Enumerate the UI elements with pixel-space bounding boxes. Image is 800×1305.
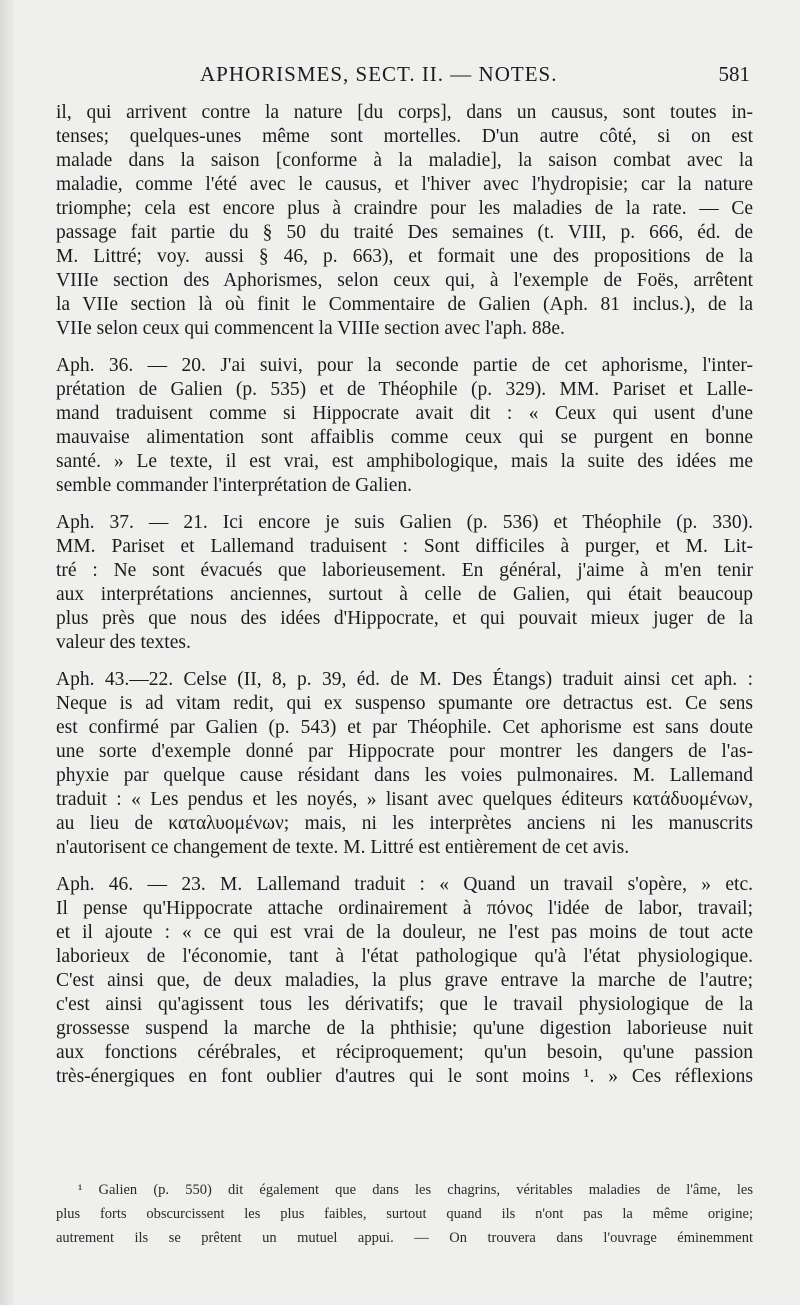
text-line: aux fonctions cérébrales, et réciproquement; qu'un besoin, qu'une passion: [56, 1042, 753, 1063]
text-line: triomphe; cela est encore plus à craindre pour les maladies de la rate. — Ce: [56, 198, 753, 219]
paragraph: [56, 511, 753, 655]
paragraph: [56, 668, 753, 860]
text-line: phyxie par quelque cause résidant dans les voies pulmonaires. M. Lallemand: [56, 765, 753, 786]
text-line: Aph. 46. — 23. M. Lallemand traduit : « Quand un travail s'opère, » etc.: [56, 874, 753, 895]
running-head: APHORISMES, SECT. II. — NOTES.: [200, 62, 558, 86]
page-header: [0, 62, 800, 92]
paragraph: [56, 354, 753, 498]
text-line: grossesse suspend la marche de la phthisie; qu'une digestion laborieuse nuit: [56, 1018, 753, 1039]
text-line: une sorte d'exemple donné par Hippocrate pour montrer les dangers de l'as-: [56, 741, 753, 762]
text-line: maladie, comme l'été avec le causus, et l'hiver avec l'hydropisie; car la nature: [56, 174, 753, 195]
footnote-line: autrement ils se prêtent un mutuel appui. — On trouvera dans l'ouvrage éminemment: [56, 1230, 753, 1246]
text-line: C'est ainsi que, de deux maladies, la plus grave entrave la marche de l'autre;: [56, 970, 753, 991]
text-line: Aph. 36. — 20. J'ai suivi, pour la seconde partie de cet aphorisme, l'inter-: [56, 355, 753, 376]
text-line: passage fait partie du § 50 du traité Des semaines (t. VIII, p. 666, éd. de: [56, 222, 753, 243]
page-number: 581: [718, 62, 750, 86]
text-line: tenses; quelques-unes même sont mortelles. D'un autre côté, si on est: [56, 126, 753, 147]
text-line: Il pense qu'Hippocrate attache ordinairement à πόνος l'idée de labor, travail;: [56, 898, 753, 919]
text-line: prétation de Galien (p. 535) et de Théophile (p. 329). MM. Pariset et Lalle-: [56, 379, 753, 400]
paragraph: [56, 873, 753, 1089]
text-line: VIIe selon ceux qui commencent la VIIIe section avec l'aph. 88e.: [56, 318, 565, 339]
footnote-line: plus forts obscurcissent les plus faibles, surtout quand ils n'ont pas la même origine;: [56, 1206, 753, 1222]
footnotes: [56, 1178, 753, 1250]
text-line: n'autorisent ce changement de texte. M. Littré est entièrement de cet avis.: [56, 837, 630, 858]
page-edge: [0, 0, 14, 1305]
text-line: mauvaise alimentation sont affaiblis comme ceux qui se purgent en bonne: [56, 427, 753, 448]
text-line: et il ajoute : « ce qui est vrai de la douleur, ne l'est pas moins de tout acte: [56, 922, 753, 943]
text-line: Neque is ad vitam redit, qui ex suspenso spumante ore detractus est. Ce sens: [56, 693, 753, 714]
text-line: VIIIe section des Aphorismes, selon ceux qui, à l'exemple de Foës, arrêtent: [56, 270, 753, 291]
text-line: mand traduisent comme si Hippocrate avait dit : « Ceux qui usent d'une: [56, 403, 753, 424]
footnote-line: ¹ Galien (p. 550) dit également que dans les chagrins, véritables maladies de l'âme, les: [78, 1182, 753, 1198]
text-line: valeur des textes.: [56, 632, 191, 653]
text-line: aux interprétations anciennes, surtout à celle de Galien, qui était beaucoup: [56, 584, 753, 605]
text-line: malade dans la saison [conforme à la maladie], la saison combat avec la: [56, 150, 753, 171]
text-line: MM. Pariset et Lallemand traduisent : Sont difficiles à purger, et M. Lit-: [56, 536, 753, 557]
body-text: [56, 101, 753, 1102]
text-line: est confirmé par Galien (p. 543) et par Théophile. Cet aphorisme est sans doute: [56, 717, 753, 738]
text-line: traduit : « Les pendus et les noyés, » lisant avec quelques éditeurs κατάδυομένων,: [56, 789, 753, 810]
text-line: santé. » Le texte, il est vrai, est amphibologique, mais la suite des idées me: [56, 451, 753, 472]
text-line: très-énergiques en font oublier d'autres qui le sont moins ¹. » Ces réflexions: [56, 1066, 753, 1087]
paragraph: [56, 101, 753, 341]
text-line: la VIIe section là où finit le Commentaire de Galien (Aph. 81 inclus.), de la: [56, 294, 753, 315]
text-line: il, qui arrivent contre la nature [du corps], dans un causus, sont toutes in-: [56, 102, 753, 123]
text-line: tré : Ne sont évacués que laborieusement. En général, j'aime à m'en tenir: [56, 560, 753, 581]
text-line: c'est ainsi qu'agissent tous les dérivatifs; que le travail physiologique de la: [56, 994, 753, 1015]
text-line: semble commander l'interprétation de Galien.: [56, 475, 413, 496]
text-line: Aph. 37. — 21. Ici encore je suis Galien (p. 536) et Théophile (p. 330).: [56, 512, 753, 533]
text-line: plus près que nous des idées d'Hippocrate, et qui pouvait mieux juger de la: [56, 608, 753, 629]
text-line: M. Littré; voy. aussi § 46, p. 663), et formait une des propositions de la: [56, 246, 753, 267]
text-line: laborieux de l'économie, tant à l'état pathologique qu'à l'état physiologique.: [56, 946, 753, 967]
text-line: au lieu de καταλυομένων; mais, ni les interprètes anciens ni les manuscrits: [56, 813, 753, 834]
text-line: Aph. 43.—22. Celse (II, 8, p. 39, éd. de M. Des Étangs) traduit ainsi cet aph. :: [56, 669, 753, 690]
